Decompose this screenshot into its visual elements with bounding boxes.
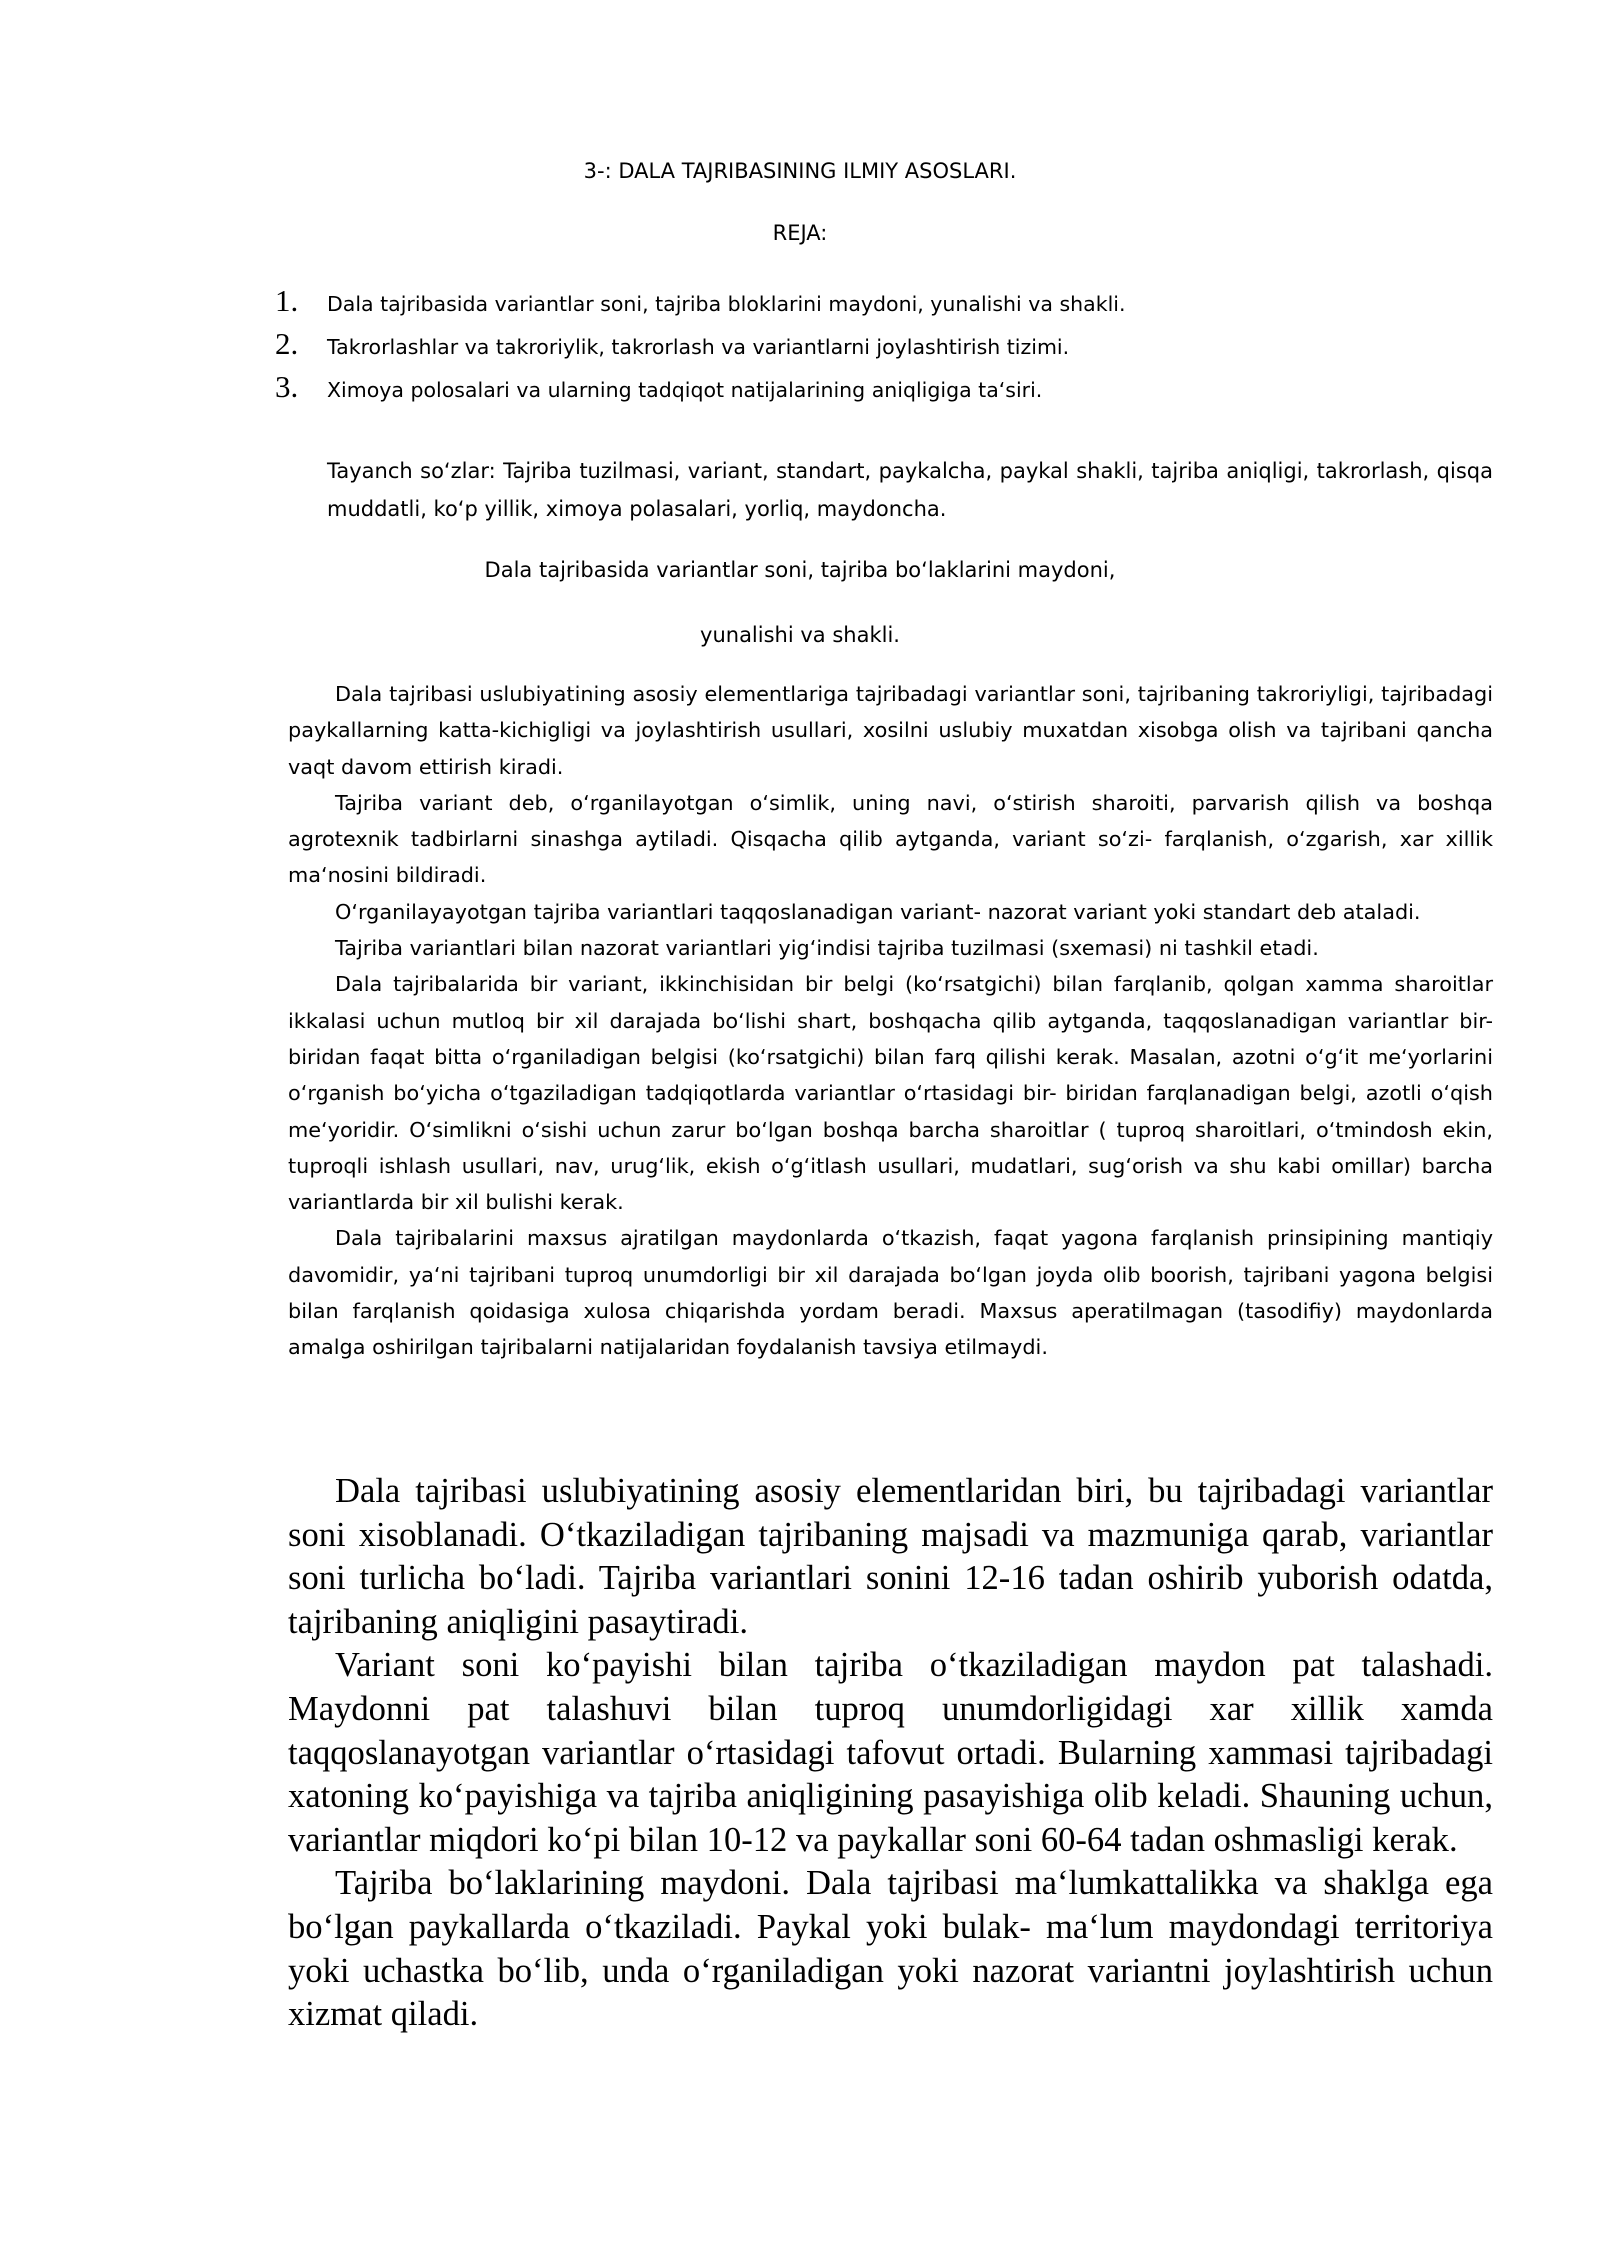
body-paragraph: Tajriba variantlari bilan nazorat variantlari yig‘indisi tajriba tuzilmasi (sxemasi) ni tashkil etadi. [335,936,1319,961]
plan-item-text: Ximoya polosalari va ularning tadqiqot natijalarining aniqligiga ta‘siri. [327,378,1043,402]
body-section-small [288,676,1493,1366]
body-paragraph: O‘rganilayayotgan tajriba variantlari taqqoslanadigan variant- nazorat variant yoki standart deb ataladi. [335,899,1421,924]
document-title: 3-: DALA TAJRIBASINING ILMIY ASOSLARI. [583,159,1017,183]
body-paragraph: Tajriba bo‘laklarining maydoni. Dala tajribasi ma‘lumkattalikka va shaklga ega bo‘lgan paykallarda o‘tkaziladi. Paykal yoki bulak- ma‘lum maydondagi territoriya yoki uchastka bo‘lib, unda o‘rganiladigan yoki nazorat variantni joylashtirish uchun xizmat qiladi. [288,1864,1493,2034]
body-paragraph: Tajriba variant deb, o‘rganilayotgan o‘simlik, uning navi, o‘stirish sharoiti, parvarish qilish va boshqa agrotexnik tadbirlarni sinashga aytiladi. Qisqacha qilib aytganda, variant so‘zi- farqlanish, o‘zgarish, xar xillik ma‘nosini bildiradi. [288,790,1493,888]
plan-item-text: Dala tajribasida variantlar soni, tajriba bloklarini maydoni, yunalishi va shakli. [327,292,1126,316]
body-paragraph: Variant soni ko‘payishi bilan tajriba o‘tkaziladigan maydon pat talashadi. Maydonni pat talashuvi bilan tuproq unumdorligidagi xar xillik xamda taqqoslanayotgan variantlar o‘rtasidagi tafovut ortadi. Bularning xammasi tajribadagi xatoning ko‘payishiga va tajriba aniqligining pasayishiga olib keladi. Shauning uchun, variantlar miqdori ko‘pi bilan 10-12 va paykallar soni 60-64 tadan oshmasligi kerak. [288,1646,1493,1859]
plan-item-number: 1. [275,283,299,318]
section-heading-line-1: Dala tajribasida variantlar soni, tajriba bo‘laklarini maydoni, [484,558,1116,582]
plan-item [275,326,1475,369]
plan-list [275,283,1475,412]
plan-item [275,283,1475,326]
body-paragraph: Dala tajribalarida bir variant, ikkinchisidan bir belgi (ko‘rsatgichi) bilan farqlanib, qolgan xamma sharoitlar ikkalasi uchun mutloq bir xil darajada bo‘lishi shart, boshqacha qilib aytganda, taqqoslanadigan variantlar bir- biridan faqat bitta o‘rganiladigan belgisi (ko‘rsatgichi) bilan farq qilishi kerak. Masalan, azotni o‘g‘it me‘yorlarini o‘rganish bo‘yicha o‘tgaziladigan tadqiqotlarda variantlar o‘rtasidagi bir- biridan farqlanadigan belgi, azotli o‘qish me‘yoridir. O‘simlikni o‘sishi uchun zarur bo‘lgan boshqa barcha sharoitlar ( tuproq sharoitlari, o‘tmindosh ekin, tuproqli ishlash usullari, nav, urug‘lik, ekish o‘g‘itlash usullari, mudatlari, sug‘orish va shu kabi omillar) barcha variantlarda bir xil bulishi kerak. [288,972,1493,1215]
plan-item-text: Takrorlashlar va takroriylik, takrorlash va variantlarni joylashtirish tizimi. [327,335,1070,359]
plan-item-number: 3. [275,369,299,404]
body-section-large [288,1470,1493,2037]
plan-item [275,369,1475,412]
plan-item-number: 2. [275,326,299,361]
body-paragraph: Dala tajribasi uslubiyatining asosiy elementlariga tajribadagi variantlar soni, tajribaning takroriyligi, tajribadagi paykallarning katta-kichigligi va joylashtirish usullari, xosilni uslubiy muxatdan xisobga olish va tajribani qancha vaqt davom ettirish kiradi. [288,682,1493,779]
body-paragraph: Dala tajribalarini maxsus ajratilgan maydonlarda o‘tkazish, faqat yagona farqlanish prinsipining mantiqiy davomidir, ya‘ni tajribani tuproq unumdorligi bir xil darajada bo‘lgan joyda olib boorish, tajribani yagona belgisi bilan farqlanish qoidasiga xulosa chiqarishda yordam beradi. Maxsus aperatilmagan (tasodifiy) maydonlarda amalga oshirilgan tajribalarni natijalaridan foydalanish tavsiya etilmaydi. [288,1226,1493,1360]
section-heading-line-2: yunalishi va shakli. [700,623,900,647]
keywords-paragraph: Tayanch so‘zlar: Tajriba tuzilmasi, variant, standart, paykalcha, paykal shakli, tajriba aniqligi, takrorlash, qisqa muddatli, ko‘p yillik, ximoya polasalari, yorliq, maydoncha. [327,459,1493,521]
plan-heading: REJA: [772,221,828,245]
body-paragraph: Dala tajribasi uslubiyatining asosiy elementlaridan biri, bu tajribadagi variantlar soni xisoblanadi. O‘tkaziladigan tajribaning majsadi va mazmuniga qarab, variantlar soni turlicha bo‘ladi. Tajriba variantlari sonini 12-16 tadan oshirib yuborish odatda, tajribaning aniqligini pasaytiradi. [288,1472,1493,1641]
